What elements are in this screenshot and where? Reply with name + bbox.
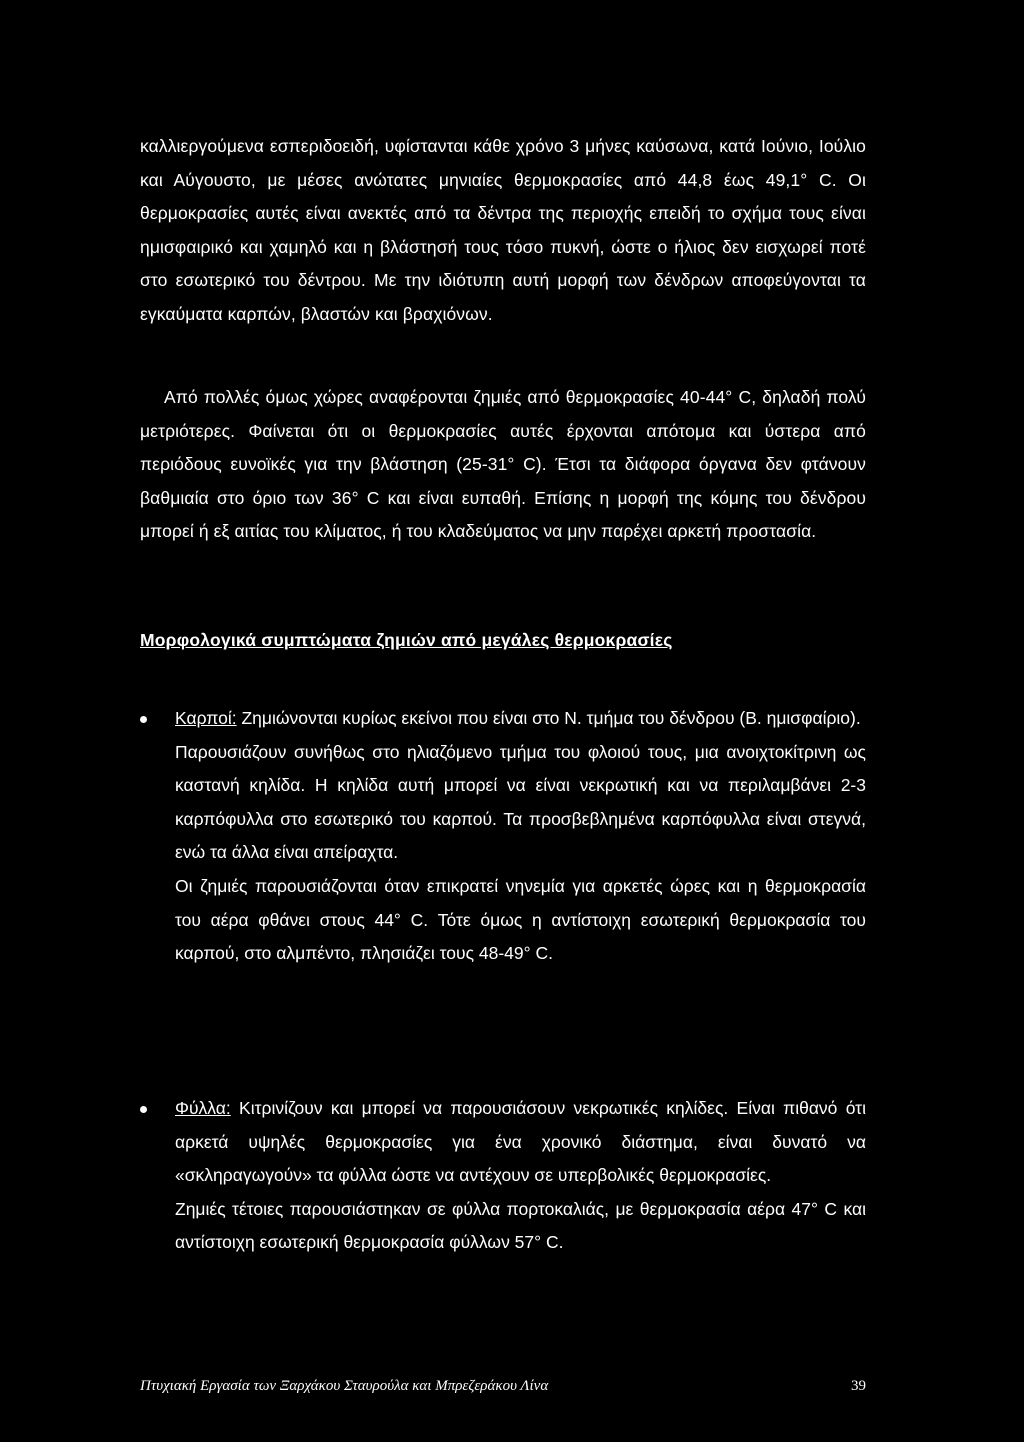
- bullet-text: Κιτρινίζουν και μπορεί να παρουσιάσουν νεκρωτικές κηλίδες. Είναι πιθανό ότι αρκετά υψηλές θερμοκρασίες για ένα χρονικό διάστημα, είναι δυνατό να «σκληραγωγούν» τα φύλλα ώστε να αντέχουν σε υπερβολικές θερμοκρασίες.: [175, 1098, 866, 1186]
- bullet-paragraph: [175, 1092, 866, 1193]
- paragraph-1: καλλιεργούμενα εσπεριδοειδή, υφίστανται κάθε χρόνο 3 μήνες καύσωνα, κατά Ιούνιο, Ιούλιο και Αύγουστο, με μέσες ανώτατες μηνιαίες θερμοκρασίες από 44,8 έως 49,1° C. Οι θερμοκρασίες αυτές είναι ανεκτές από τα δέντρα της περιοχής επειδή το σχήμα τους είναι ημισφαιρικό και χαμηλό και η βλάστησή τους τόσο πυκνή, ώστε ο ήλιος δεν εισχωρεί ποτέ στο εσωτερικό του δέντρου. Με την ιδιότυπη αυτή μορφή των δένδρων αποφεύγονται τα εγκαύματα καρπών, βλαστών και βραχιόνων.: [140, 136, 866, 324]
- bullet-body: [175, 1092, 866, 1260]
- bullet-body: [175, 702, 866, 971]
- bullet-paragraph: [175, 702, 866, 736]
- bullet-paragraph: Παρουσιάζουν συνήθως στο ηλιαζόμενο τμήμα του φλοιού τους, μια ανοιχτοκίτρινη ως καστανή κηλίδα. Η κηλίδα αυτή μπορεί να είναι νεκρωτική και να περιλαμβάνει 2-3 καρπόφυλλα στο εσωτερικό του καρπού. Τα προσβεβλημένα καρπόφυλλα είναι στεγνά, ενώ τα άλλα είναι απείραχτα.: [175, 741, 866, 863]
- bullet-dot-icon: [140, 1106, 147, 1113]
- bullet-dot-icon: [140, 716, 147, 723]
- paragraph-2: Από πολλές όμως χώρες αναφέρονται ζημιές από θερμοκρασίες 40-44° C, δηλαδή πολύ μετριότερες. Φαίνεται ότι οι θερμοκρασίες αυτές έρχονται απότομα και ύστερα από περιόδους ευνοϊκές για την βλάστηση (25-31° C). Έτσι τα διάφορα όργανα δεν φτάνουν βαθμιαία στο όριο των 36° C και είναι ευπαθή. Επίσης η μορφή της κόμης του δένδρου μπορεί ή εξ αιτίας του κλίματος, ή του κλαδεύματος να μην παρέχει αρκετή προστασία.: [140, 387, 866, 542]
- bullet-label: Φύλλα:: [175, 1098, 231, 1118]
- bullet-text: Ζημιώνονται κυρίως εκείνοι που είναι στο Ν. τμήμα του δένδρου (Β. ημισφαίριο).: [241, 708, 861, 728]
- page-footer: [140, 1378, 866, 1395]
- bullet-paragraph: Οι ζημιές παρουσιάζονται όταν επικρατεί νηνεμία για αρκετές ώρες και η θερμοκρασία του αέρα φθάνει στους 44° C. Τότε όμως η αντίστοιχη εσωτερική θερμοκρασία του καρπού, στο αλμπέντο, πλησιάζει τους 48-49° C.: [175, 875, 866, 964]
- bullet-label: Καρποί:: [175, 708, 237, 728]
- footer-text: Πτυχιακή Εργασία των Ξαρχάκου Σταυρούλα και Μπρεζεράκου Λίνα: [140, 1378, 549, 1394]
- section-heading: Μορφολογικά συμπτώματα ζημιών από μεγάλες θερμοκρασίες: [140, 630, 673, 650]
- page-number: 39: [851, 1378, 866, 1394]
- bullet-paragraph: Ζημιές τέτοιες παρουσιάστηκαν σε φύλλα πορτοκαλιάς, με θερμοκρασία αέρα 47° C και αντίστοιχη εσωτερική θερμοκρασία φύλλων 57° C.: [175, 1198, 866, 1253]
